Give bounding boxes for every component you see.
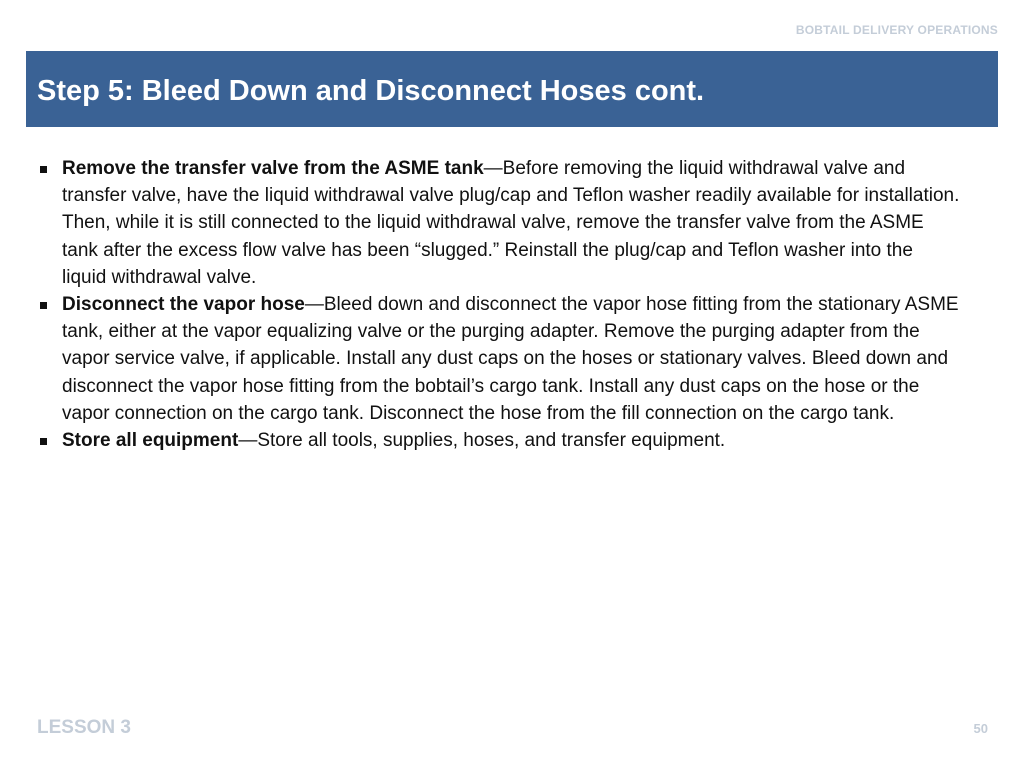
- title-bar: [26, 51, 998, 127]
- bullet-list: [40, 155, 960, 454]
- footer-lesson-label: LESSON 3: [37, 717, 131, 738]
- bullet-text: —Before removing the liquid withdrawal valve and transfer valve, have the liquid withdrawal valve plug/cap and Teflon washer readily available for installation. Then, while it is still connected to the liquid withdrawal valve, remove the transfer valve from the ASME tank after the excess flow valve has been “slugged.” Reinstall the plug/cap and Teflon washer into the liquid withdrawal valve.: [62, 158, 960, 288]
- square-bullet-icon: [40, 166, 47, 173]
- bullet-text: —Bleed down and disconnect the vapor hose fitting from the stationary ASME tank, either at the vapor equalizing valve or the purging adapter. Remove the purging adapter from the vapor service valve, if applicable. Install any dust caps on the hoses or stationary valves. Bleed down and disconnect the vapor hose fitting from the bobtail’s cargo tank. Install any dust caps on the hose or the vapor connection on the cargo tank. Disconnect the hose from the fill connection on the cargo tank.: [62, 294, 959, 424]
- bullet-heading: Disconnect the vapor hose: [62, 294, 305, 316]
- page-number: 50: [973, 721, 988, 736]
- bullet-item-store-equipment: [40, 427, 960, 454]
- bullet-heading: Store all equipment: [62, 430, 239, 452]
- bullet-heading: Remove the transfer valve from the ASME tank: [62, 158, 484, 179]
- bullet-item-disconnect-vapor-hose: [40, 291, 960, 427]
- header-label: BOBTAIL DELIVERY OPERATIONS: [795, 23, 998, 37]
- bullet-text: —Store all tools, supplies, hoses, and transfer equipment.: [238, 430, 726, 452]
- slide-title: Step 5: Bleed Down and Disconnect Hoses cont.: [37, 75, 705, 107]
- square-bullet-icon: [40, 302, 47, 309]
- square-bullet-icon: [40, 438, 47, 445]
- bullet-item-remove-transfer-valve: [40, 155, 960, 291]
